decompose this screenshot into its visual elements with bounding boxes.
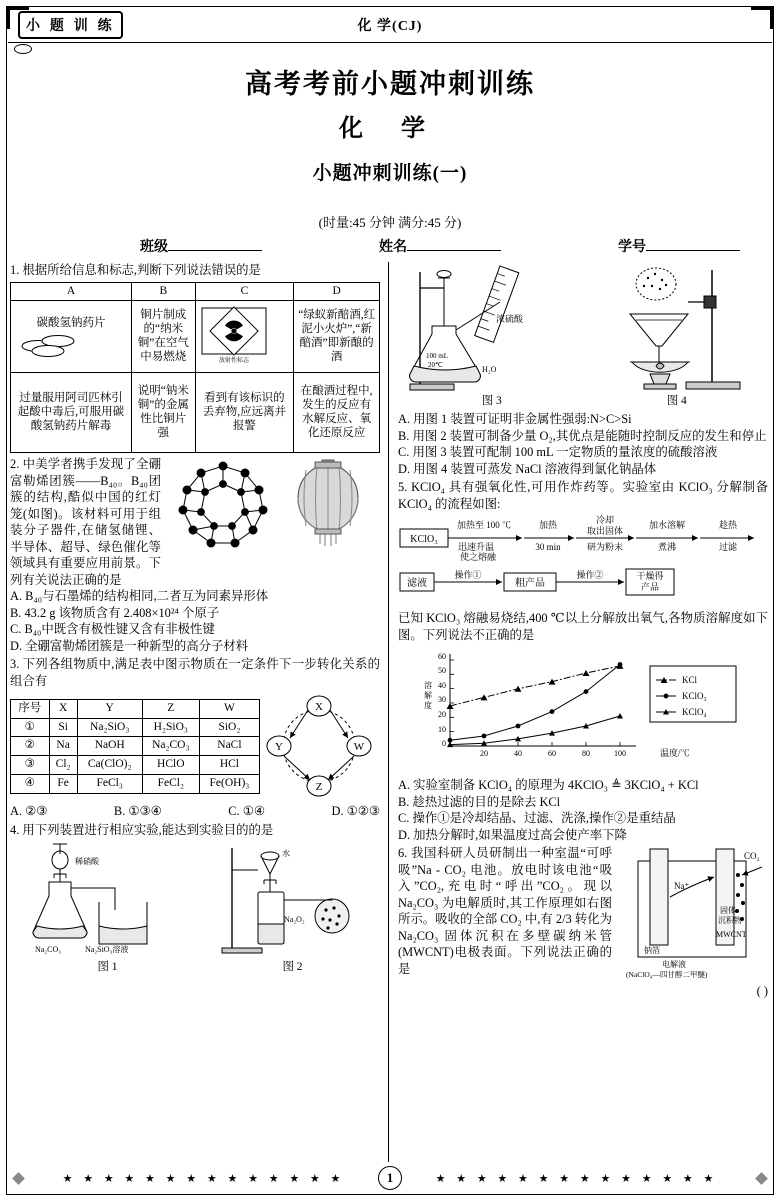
figure-3-caption: 图 3 (481, 395, 502, 407)
exam-meta: (时量:45 分钟 满分:45 分) (318, 215, 462, 230)
option-b: B. 用图 2 装置可制备少量 O₂,其优点是能随时控制反应的发生和停止 (398, 428, 767, 443)
table-row (11, 718, 260, 737)
question-1-stem: 1. 根据所给信息和标志,判断下列说法错误的是 (10, 263, 261, 277)
figure-1-caption: 图 1 (97, 961, 118, 974)
question-5-flowchart (398, 515, 768, 607)
question-6-stem: 6. 我国科研人员研制出一种室温“可呼吸”Na - CO₂ 电池。放电时该电池“吸入”CO₂,充电时“呼出”CO₂。现以 Na₂CO₃ 为电解质时,其工作原理如右图所示。吸收的全部 CO₂ 中,有 2/3 转化为 Na₂CO₃ 固体沉积在多壁碳纳米管(MWCNT)电极表面。下列说法正确的是 (398, 846, 612, 976)
option-b: B. 43.2 g 该物质含有 2.408×10²⁴ 个原子 (10, 605, 220, 620)
table-header-cell: B (131, 282, 195, 301)
table-cell: H₂SiO₃ (142, 718, 199, 737)
table-row (11, 737, 260, 756)
svg-text:冷却: 冷却 (595, 515, 615, 526)
svg-text:Y: Y (275, 741, 283, 754)
table-cell: Na (49, 737, 77, 756)
question-6 (398, 845, 768, 1000)
option-b: B. ①③④ (113, 804, 162, 819)
svg-text:100 mL: 100 mL (426, 352, 449, 360)
svg-text:解: 解 (424, 691, 432, 701)
x-axis-label: 温度/℃ (660, 748, 690, 759)
table-cell: SiO₂ (199, 718, 259, 737)
figure-2-caption: 图 2 (282, 961, 303, 974)
table-header-cell: Z (142, 699, 199, 718)
svg-text:滤液: 滤液 (407, 578, 427, 590)
question-6-answer-blank: ( ) (756, 984, 768, 999)
table-cell: Ca(ClO)₂ (77, 756, 142, 775)
table-header-cell: D (294, 282, 380, 301)
svg-text:度: 度 (424, 701, 432, 711)
question-3-table (10, 699, 260, 794)
diamond-ornament-left (12, 1172, 25, 1185)
svg-text:20℃: 20℃ (428, 361, 444, 369)
page-footer (8, 1165, 772, 1191)
solubility-chart (398, 646, 768, 774)
star-ornament-left: ★ ★ ★ ★ ★ ★ ★ ★ ★ ★ ★ ★ ★ ★ (62, 1172, 345, 1185)
svg-text:加热: 加热 (538, 520, 558, 531)
svg-text:浓硫酸: 浓硫酸 (496, 314, 524, 324)
x-tick: 100 (614, 749, 626, 759)
option-c: C. ①④ (228, 804, 265, 819)
table-cell: NaOH (77, 737, 142, 756)
question-2-stem: 2. 中美学者携手发现了全硼富勒烯团簇——B₄₀。B₄₀团簇的结构,酷似中国的红灯笼(如图)。该材料可用于组装分子器件,在储氢储锂、半导体、超导、绿色催化等领域具有重要应用前景。下列有关说法正确的是 (10, 457, 161, 587)
y-tick: 50 (438, 666, 446, 676)
series-kclo4-markers (447, 713, 623, 747)
table-row (11, 373, 380, 453)
svg-text:产品: 产品 (640, 582, 660, 593)
option-d: D. 用图 4 装置可蒸发 NaCl 溶液得到氯化钠晶体 (398, 461, 657, 476)
svg-text:Na₂CO₃: Na₂CO₃ (34, 945, 61, 955)
question-3-stem: 3. 下列各组物质中,满足表中图示物质在一定条件下一步转化关系的组合有 (10, 657, 380, 688)
legend-item: KClO₃ (682, 691, 707, 702)
label-solid-deposit: 固体 (720, 906, 736, 916)
y-tick: 20 (438, 710, 446, 720)
gas-generator-apparatus-icon (23, 840, 193, 960)
page-header (8, 8, 772, 42)
apparatus-figure-3 (404, 262, 579, 409)
x-tick: 40 (514, 749, 522, 759)
x-tick: 20 (480, 749, 488, 759)
svg-text:加热至 100 ℃: 加热至 100 ℃ (456, 520, 512, 531)
table-header-cell: W (199, 699, 259, 718)
header-subject-title: 化 学(CJ) (357, 19, 423, 34)
figure-4-caption: 图 4 (666, 395, 687, 407)
svg-text:Na₂SiO₃溶液: Na₂SiO₃溶液 (84, 945, 128, 955)
label-sodium-foil: 钠箔 (644, 946, 660, 956)
question-5-note: 已知 KClO₃ 熔融易烧结,400 ℃以上分解放出氧气,各物质溶解度如下图。下列说法不正确的是 (398, 611, 768, 642)
table-header-cell: 序号 (11, 699, 50, 718)
set-heading: 小题冲刺训练(一) (312, 163, 468, 184)
brand-logo: 小 题 训 练 (18, 11, 123, 39)
label-mwcnt: MWCNT (716, 930, 747, 940)
question-4-stem: 4. 用下列装置进行相应实验,能达到实验目的的是 (10, 822, 274, 837)
header-divider (8, 42, 772, 43)
svg-text:操作②: 操作② (576, 570, 604, 581)
table-cell: Fe (49, 774, 77, 793)
question-5-stem: 5. KClO₄ 具有强氧化性,可用作炸药等。实验室由 KClO₃ 分解制备 KClO₄ 的流程如图: (398, 480, 768, 511)
option-a: A. 用图 1 装置可证明非金属性强弱:N>C>Si (398, 412, 632, 427)
apparatus-figure-1 (23, 840, 193, 975)
student-fields (140, 236, 740, 256)
label-electrolyte-formula: (NaClO₄—四甘醇二甲醚) (626, 970, 708, 980)
question-6-figure (616, 845, 768, 983)
table-cell: 在酿酒过程中,发生的反应有水解反应、氧化还原反应 (294, 373, 380, 453)
svg-text:干燥得: 干燥得 (636, 571, 664, 582)
table-cell: Fe(OH)₃ (199, 774, 259, 793)
question-3 (10, 656, 380, 820)
svg-text:溶: 溶 (424, 681, 432, 691)
table-cell: ③ (11, 756, 50, 775)
table-cell: HClO (142, 756, 199, 775)
conversion-cycle-diagram (264, 692, 374, 800)
svg-text:沉积物: 沉积物 (718, 916, 742, 926)
table-cell: ④ (11, 774, 50, 793)
apparatus-figure-4 (592, 262, 762, 409)
table-cell: NaCl (199, 737, 259, 756)
question-2-options (10, 588, 380, 654)
table-row (11, 756, 260, 775)
option-c: C. 操作①是冷却结晶、过滤、洗涤,操作②是重结晶 (398, 811, 676, 826)
column-divider (388, 262, 389, 1162)
option-d: D. 全硼富勒烯团簇是一种新型的高分子材料 (10, 638, 249, 653)
series-kclo3-line (450, 665, 620, 741)
y-tick: 30 (438, 695, 446, 705)
table-cell (11, 301, 132, 373)
svg-text:X: X (315, 701, 323, 714)
right-column (398, 262, 768, 1002)
question-2-figures (165, 456, 380, 556)
star-ornament-right: ★ ★ ★ ★ ★ ★ ★ ★ ★ ★ ★ ★ ★ ★ (435, 1172, 718, 1185)
table-header-cell: A (11, 282, 132, 301)
svg-text:取出固体: 取出固体 (586, 526, 624, 537)
option-b: B. 趁热过滤的目的是除去 KCl (398, 794, 561, 809)
svg-text:加水溶解: 加水溶解 (648, 520, 686, 531)
svg-text:Na₂O₂: Na₂O₂ (283, 915, 305, 925)
svg-text:研为粉末: 研为粉末 (586, 542, 624, 553)
left-column (10, 262, 380, 978)
series-kclo3-markers (448, 662, 623, 743)
table-cell: “绿蚁新醅酒,红泥小火炉”,“新醅酒”即新酿的酒 (294, 301, 380, 373)
evaporation-apparatus-icon (592, 262, 762, 394)
table-cell (195, 301, 294, 373)
question-1-table (10, 282, 380, 454)
field-name: 姓名 (379, 236, 501, 256)
legend-item: KClO₄ (682, 707, 707, 718)
table-cell: FeCl₃ (77, 774, 142, 793)
x-tick: 80 (582, 749, 590, 759)
volumetric-flask-apparatus-icon (404, 262, 579, 394)
series-kcl-markers (447, 663, 624, 709)
b40-cluster-and-lantern-figure (165, 456, 380, 556)
apparatus-figure-2 (218, 840, 368, 975)
y-axis-label (424, 680, 432, 710)
table-cell: 过量服用阿司匹林引起酸中毒后,可服用碳酸氢钠药片解毒 (11, 373, 132, 453)
svg-text:过滤: 过滤 (718, 542, 738, 553)
svg-text:H₂O: H₂O (482, 365, 497, 374)
svg-text:粗产品: 粗产品 (515, 578, 545, 590)
page-title: 高考考前小题冲刺训练 (245, 69, 535, 99)
svg-text:放射性标志: 放射性标志 (218, 357, 249, 364)
question-5-options (398, 777, 768, 843)
option-c: C. B₄₀中既含有极性键又含有非极性键 (10, 622, 215, 637)
series-kclo4-line (450, 716, 620, 745)
table-header-cell: C (195, 282, 294, 301)
table-cell: Cl₂ (49, 756, 77, 775)
question-5 (398, 479, 768, 843)
svg-text:W: W (353, 741, 365, 754)
series-kcl-line (450, 666, 620, 706)
svg-text:迅速升温: 迅速升温 (458, 542, 495, 553)
cell-text: 碳酸氢钠药片 (36, 316, 106, 329)
option-a: A. B₄₀与石墨烯的结构相同,二者互为同素异形体 (10, 589, 269, 604)
flow-start-label: KClO₃ (410, 534, 438, 546)
option-c: C. 用图 3 装置可配制 100 mL 一定物质的量浓度的硫酸溶液 (398, 445, 718, 460)
question-1 (10, 262, 380, 453)
svg-text:使之熔融: 使之熔融 (460, 552, 497, 563)
y-tick: 10 (438, 725, 446, 735)
table-cell: Si (49, 718, 77, 737)
table-row (11, 774, 260, 793)
table-header-cell: Y (77, 699, 142, 718)
svg-text:煮沸: 煮沸 (657, 542, 677, 553)
table-header-cell: X (49, 699, 77, 718)
radioactive-warning-icon (199, 306, 269, 368)
label-na-ion: Na⁺ (674, 881, 690, 892)
y-tick: 0 (442, 739, 446, 749)
option-a: A. ②③ (10, 804, 48, 819)
option-a: A. 实验室制备 KClO₄ 的原理为 4KClO₃ ≜ 3KClO₄ + KCl (398, 778, 699, 793)
svg-text:趁热: 趁热 (718, 520, 738, 531)
x-tick: 60 (548, 749, 556, 759)
label-co2: CO₂ (744, 851, 760, 862)
tablet-pills-icon (14, 331, 88, 357)
question-4-figures-right (398, 262, 768, 409)
question-4-options (398, 411, 768, 477)
solubility-line-chart (398, 646, 766, 774)
legend-item: KCl (682, 675, 698, 686)
option-d: D. 加热分解时,如果温度过高会使产率下降 (398, 827, 627, 842)
svg-text:水: 水 (281, 849, 290, 859)
table-cell: HCl (199, 756, 259, 775)
option-d: D. ①②③ (331, 804, 380, 819)
red-lantern-icon (298, 460, 358, 546)
svg-text:30 min: 30 min (535, 542, 561, 553)
question-4 (10, 822, 380, 976)
label-electrolyte: 电解液 (662, 960, 686, 970)
subject-heading: 化 学 (339, 116, 441, 142)
table-cell: ① (11, 718, 50, 737)
svg-text:Z: Z (315, 781, 323, 794)
na-co2-battery-diagram (616, 845, 768, 983)
table-cell: 说明“钠米铜”的金属性比铜片强 (131, 373, 195, 453)
table-cell: Na₂CO₃ (142, 737, 199, 756)
svg-text:操作①: 操作① (454, 570, 482, 581)
table-cell: FeCl₂ (142, 774, 199, 793)
preparation-flow-diagram (398, 515, 766, 607)
question-2 (10, 456, 380, 654)
svg-text:稀硝酸: 稀硝酸 (74, 857, 99, 867)
y-tick: 60 (438, 652, 446, 662)
table-cell: 铜片制成的“纳米铜”在空气中易燃烧 (131, 301, 195, 373)
y-tick: 40 (438, 681, 446, 691)
table-cell: ② (11, 737, 50, 756)
question-3-options (10, 803, 380, 820)
page-number: 1 (378, 1166, 402, 1190)
field-id: 学号 (618, 236, 740, 256)
kipp-generator-apparatus-icon (218, 840, 368, 960)
table-row (11, 301, 380, 373)
header-ellipse-mark (14, 44, 32, 54)
table-cell: 看到有该标识的丢弃物,应远离并报警 (195, 373, 294, 453)
table-cell: Na₂SiO₃ (77, 718, 142, 737)
diamond-ornament-right (755, 1172, 768, 1185)
field-class: 班级 (140, 236, 262, 256)
